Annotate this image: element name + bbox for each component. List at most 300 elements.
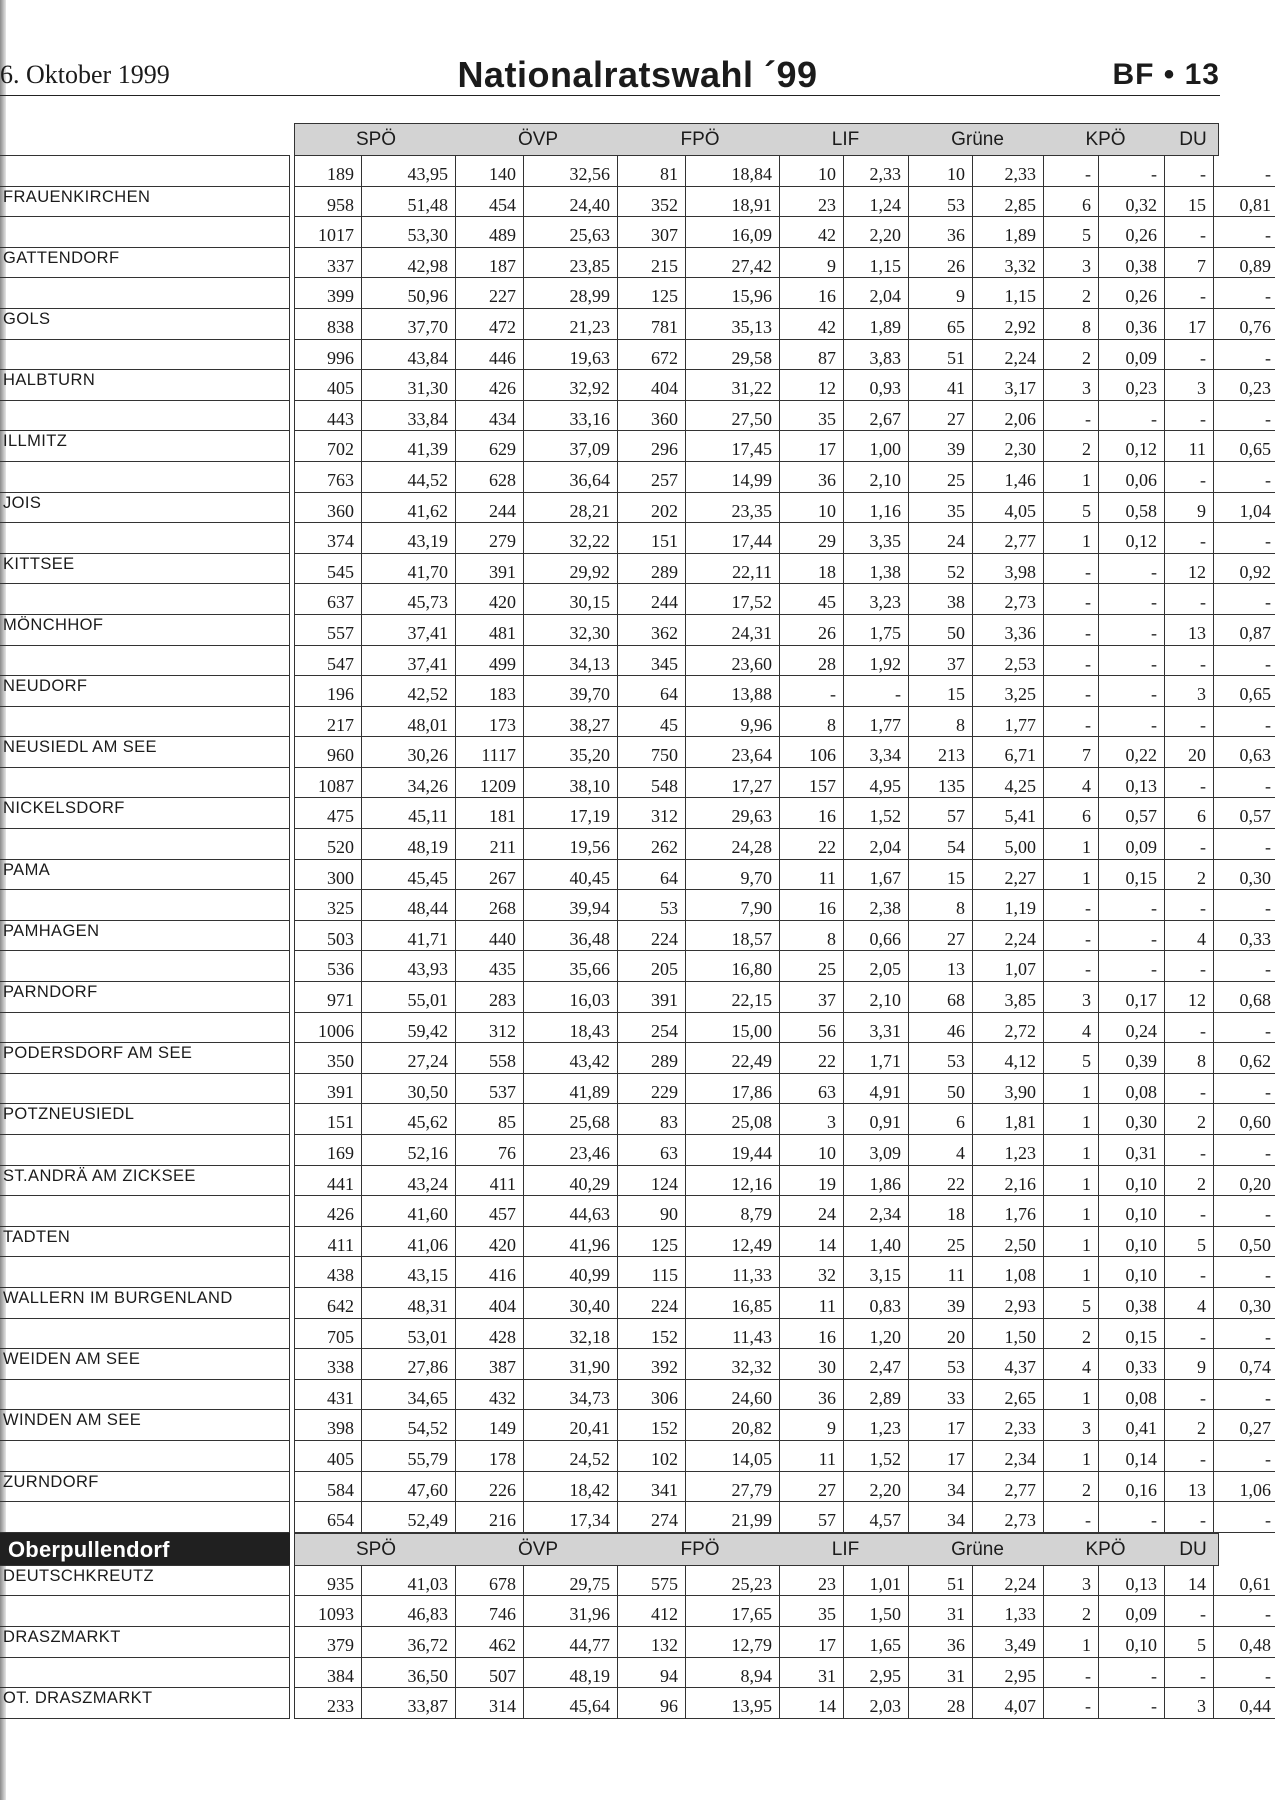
municipality-name	[0, 1135, 290, 1166]
value-cell: 2,93	[973, 1288, 1044, 1319]
value-cell: 4	[909, 1135, 973, 1166]
value-cell: 38	[909, 584, 973, 615]
value-cell: 18,57	[686, 921, 780, 952]
value-cell: 76	[456, 1135, 524, 1166]
value-cell: -	[1165, 1196, 1214, 1227]
value-cell: -	[1044, 401, 1099, 432]
municipality-name	[0, 1074, 290, 1105]
value-cell: 57	[909, 798, 973, 829]
value-cell: 25,23	[686, 1566, 780, 1597]
header-name-cell	[0, 123, 290, 156]
value-cell: 2,27	[973, 860, 1044, 891]
value-cell: -	[1214, 768, 1275, 799]
row-values	[294, 707, 1271, 738]
value-cell: 5	[1165, 1227, 1214, 1258]
value-cell: 35	[780, 1596, 844, 1627]
value-cell: 0,09	[1099, 1596, 1165, 1627]
municipality-name: HALBTURN	[0, 370, 290, 401]
value-cell: -	[1044, 1688, 1099, 1719]
value-cell: 3,49	[973, 1627, 1044, 1658]
value-cell: 3	[1044, 1410, 1099, 1441]
value-cell: 0,06	[1099, 462, 1165, 493]
municipality-name	[0, 1502, 290, 1533]
value-cell: -	[1165, 1257, 1214, 1288]
value-cell: 54	[909, 829, 973, 860]
value-cell: 42,52	[362, 676, 456, 707]
value-cell: 3	[1044, 982, 1099, 1013]
municipality-name: TADTEN	[0, 1227, 290, 1258]
value-cell: -	[1165, 462, 1214, 493]
value-cell: 3,31	[844, 1013, 909, 1044]
value-cell: 3,85	[973, 982, 1044, 1013]
value-cell: 85	[456, 1104, 524, 1135]
party-label: LIF	[831, 1538, 860, 1560]
row-values	[294, 554, 1271, 585]
value-cell: 52	[909, 554, 973, 585]
value-cell: 1,08	[973, 1257, 1044, 1288]
value-cell: 289	[618, 1043, 686, 1074]
value-cell: 1,19	[973, 890, 1044, 921]
municipality-name: PODERSDORF AM SEE	[0, 1043, 290, 1074]
value-cell: 21,99	[686, 1502, 780, 1533]
value-cell: 2	[1044, 1472, 1099, 1503]
value-cell: 2,20	[844, 1472, 909, 1503]
value-cell: 16,80	[686, 951, 780, 982]
value-cell: 15	[1165, 187, 1214, 218]
value-cell: 23,46	[524, 1135, 618, 1166]
value-cell: 503	[294, 921, 362, 952]
value-cell: 3,83	[844, 340, 909, 371]
value-cell: 10	[780, 156, 844, 187]
value-cell: 575	[618, 1566, 686, 1597]
value-cell: 475	[294, 798, 362, 829]
party-label: Grüne	[951, 129, 1004, 150]
value-cell: 0,10	[1099, 1196, 1165, 1227]
value-cell: 1,00	[844, 431, 909, 462]
value-cell: 1	[1044, 1074, 1099, 1105]
value-cell: 27,86	[362, 1349, 456, 1380]
value-cell: -	[1165, 217, 1214, 248]
value-cell: 1,52	[844, 1441, 909, 1472]
value-cell: 3	[1165, 676, 1214, 707]
value-cell: 37	[780, 982, 844, 1013]
value-cell: 18	[909, 1196, 973, 1227]
value-cell: -	[1044, 890, 1099, 921]
row-values	[294, 1441, 1271, 1472]
value-cell: 21,23	[524, 309, 618, 340]
value-cell: 23,85	[524, 248, 618, 279]
value-cell: 0,61	[1214, 1566, 1275, 1597]
value-cell: 25,63	[524, 217, 618, 248]
value-cell: 24	[909, 523, 973, 554]
value-cell: 1,71	[844, 1043, 909, 1074]
value-cell: 1,04	[1214, 493, 1275, 524]
value-cell: 31,30	[362, 370, 456, 401]
value-cell: 20,41	[524, 1410, 618, 1441]
value-cell: 379	[294, 1627, 362, 1658]
value-cell: 31,22	[686, 370, 780, 401]
value-cell: 0,09	[1099, 829, 1165, 860]
value-cell: -	[1214, 1257, 1275, 1288]
value-cell: 440	[456, 921, 524, 952]
value-cell: 24,52	[524, 1441, 618, 1472]
row-values	[294, 493, 1271, 524]
value-cell: 384	[294, 1658, 362, 1689]
value-cell: 35,66	[524, 951, 618, 982]
value-cell: 36,64	[524, 462, 618, 493]
value-cell: 17,45	[686, 431, 780, 462]
header-rule	[0, 95, 1220, 96]
value-cell: 629	[456, 431, 524, 462]
value-cell: -	[1165, 1013, 1214, 1044]
value-cell: 1,65	[844, 1627, 909, 1658]
value-cell: 43,24	[362, 1166, 456, 1197]
value-cell: 45,45	[362, 860, 456, 891]
row-values	[294, 1596, 1271, 1627]
value-cell: 678	[456, 1566, 524, 1597]
value-cell: 149	[456, 1410, 524, 1441]
party-label: KPÖ	[1085, 129, 1126, 150]
value-cell: 0,44	[1214, 1688, 1275, 1719]
value-cell: 0,81	[1214, 187, 1275, 218]
row-values	[294, 1502, 1271, 1533]
value-cell: 392	[618, 1349, 686, 1380]
value-cell: 404	[618, 370, 686, 401]
value-cell: 33,16	[524, 401, 618, 432]
value-cell: 0,76	[1214, 309, 1275, 340]
value-cell: 53	[909, 1349, 973, 1380]
value-cell: 1,92	[844, 646, 909, 677]
value-cell: 11	[780, 1288, 844, 1319]
value-cell: 0,15	[1099, 1319, 1165, 1350]
value-cell: 0,31	[1099, 1135, 1165, 1166]
row-values	[294, 340, 1271, 371]
value-cell: 2	[1044, 340, 1099, 371]
value-cell: -	[1214, 584, 1275, 615]
value-cell: 1	[1044, 1166, 1099, 1197]
value-cell: 4,05	[973, 493, 1044, 524]
value-cell: 746	[456, 1596, 524, 1627]
value-cell: 37,41	[362, 615, 456, 646]
value-cell: 7,90	[686, 890, 780, 921]
value-cell: 18,84	[686, 156, 780, 187]
value-cell: 2	[1044, 1596, 1099, 1627]
value-cell: 5	[1044, 493, 1099, 524]
value-cell: 398	[294, 1410, 362, 1441]
value-cell: 672	[618, 340, 686, 371]
value-cell: 25	[909, 1227, 973, 1258]
value-cell: 32,22	[524, 523, 618, 554]
value-cell: 1,77	[973, 707, 1044, 738]
value-cell: 39	[909, 431, 973, 462]
value-cell: 32,18	[524, 1319, 618, 1350]
value-cell: 17	[1165, 309, 1214, 340]
municipality-name	[0, 523, 290, 554]
value-cell: -	[1099, 401, 1165, 432]
value-cell: 274	[618, 1502, 686, 1533]
value-cell: 25	[909, 462, 973, 493]
value-cell: 18	[780, 554, 844, 585]
value-cell: 4	[1044, 1349, 1099, 1380]
municipality-name	[0, 401, 290, 432]
municipality-name	[0, 951, 290, 982]
row-values	[294, 829, 1271, 860]
value-cell: 1,38	[844, 554, 909, 585]
value-cell: 4,07	[973, 1688, 1044, 1719]
value-cell: 57	[780, 1502, 844, 1533]
value-cell: -	[1099, 584, 1165, 615]
value-cell: 31	[909, 1596, 973, 1627]
value-cell: 65	[909, 309, 973, 340]
value-cell: 94	[618, 1658, 686, 1689]
value-cell: 19,63	[524, 340, 618, 371]
value-cell: 26	[780, 615, 844, 646]
value-cell: 34,73	[524, 1380, 618, 1411]
value-cell: 0,15	[1099, 860, 1165, 891]
value-cell: 9	[1165, 493, 1214, 524]
value-cell: -	[1214, 1319, 1275, 1350]
value-cell: 17	[909, 1441, 973, 1472]
value-cell: 1	[1044, 1104, 1099, 1135]
value-cell: 27	[780, 1472, 844, 1503]
value-cell: 0,91	[844, 1104, 909, 1135]
value-cell: 705	[294, 1319, 362, 1350]
party-label: FPÖ	[680, 1538, 720, 1560]
value-cell: 36,50	[362, 1658, 456, 1689]
value-cell: 536	[294, 951, 362, 982]
value-cell: 151	[618, 523, 686, 554]
municipality-name	[0, 1013, 290, 1044]
value-cell: 0,13	[1099, 1566, 1165, 1597]
value-cell: 1	[1044, 1380, 1099, 1411]
value-cell: -	[1214, 1380, 1275, 1411]
value-cell: 1,15	[973, 278, 1044, 309]
value-cell: 1	[1044, 462, 1099, 493]
value-cell: 374	[294, 523, 362, 554]
value-cell: -	[1165, 1441, 1214, 1472]
value-cell: 0,87	[1214, 615, 1275, 646]
value-cell: 3	[1044, 248, 1099, 279]
row-values	[294, 187, 1271, 218]
value-cell: 48,19	[524, 1658, 618, 1689]
value-cell: 0,38	[1099, 1288, 1165, 1319]
value-cell: 196	[294, 676, 362, 707]
value-cell: 8	[909, 890, 973, 921]
value-cell: 13,88	[686, 676, 780, 707]
value-cell: 412	[618, 1596, 686, 1627]
party-label: LIF	[831, 129, 860, 150]
value-cell: -	[1099, 1658, 1165, 1689]
value-cell: 6	[909, 1104, 973, 1135]
municipality-name: MÖNCHHOF	[0, 615, 290, 646]
value-cell: 0,23	[1099, 370, 1165, 401]
value-cell: 12,79	[686, 1627, 780, 1658]
value-cell: 217	[294, 707, 362, 738]
municipality-name	[0, 1319, 290, 1350]
value-cell: 935	[294, 1566, 362, 1597]
party-label: SPÖ	[355, 1538, 397, 1560]
value-cell: 19,44	[686, 1135, 780, 1166]
value-cell: 2,34	[973, 1441, 1044, 1472]
value-cell: 1,23	[844, 1410, 909, 1441]
value-cell: 289	[618, 554, 686, 585]
value-cell: 27	[909, 401, 973, 432]
value-cell: 96	[618, 1688, 686, 1719]
value-cell: 0,22	[1099, 737, 1165, 768]
municipality-name: FRAUENKIRCHEN	[0, 187, 290, 218]
value-cell: 547	[294, 646, 362, 677]
value-cell: 443	[294, 401, 362, 432]
municipality-name	[0, 462, 290, 493]
value-cell: -	[1165, 156, 1214, 187]
value-cell: 52,49	[362, 1502, 456, 1533]
value-cell: -	[1214, 1596, 1275, 1627]
value-cell: 16	[780, 1319, 844, 1350]
value-cell: 426	[456, 370, 524, 401]
row-values	[294, 646, 1271, 677]
value-cell: 24,40	[524, 187, 618, 218]
value-cell: 16,09	[686, 217, 780, 248]
municipality-name	[0, 1196, 290, 1227]
value-cell: -	[1099, 615, 1165, 646]
value-cell: 44,77	[524, 1627, 618, 1658]
value-cell: 428	[456, 1319, 524, 1350]
value-cell: 838	[294, 309, 362, 340]
value-cell: 0,50	[1214, 1227, 1275, 1258]
value-cell: 2,95	[844, 1658, 909, 1689]
value-cell: 215	[618, 248, 686, 279]
value-cell: 3,25	[973, 676, 1044, 707]
value-cell: -	[1214, 646, 1275, 677]
value-cell: 432	[456, 1380, 524, 1411]
value-cell: -	[1214, 217, 1275, 248]
value-cell: 0,38	[1099, 248, 1165, 279]
value-cell: 124	[618, 1166, 686, 1197]
value-cell: 226	[456, 1472, 524, 1503]
value-cell: 0,30	[1214, 1288, 1275, 1319]
value-cell: 32,30	[524, 615, 618, 646]
value-cell: 391	[456, 554, 524, 585]
value-cell: 2,73	[973, 584, 1044, 615]
value-cell: 28	[780, 646, 844, 677]
value-cell: 45	[780, 584, 844, 615]
value-cell: 4,95	[844, 768, 909, 799]
value-cell: -	[1165, 646, 1214, 677]
value-cell: -	[1044, 951, 1099, 982]
party-label: ÖVP	[517, 1538, 559, 1560]
value-cell: 39,94	[524, 890, 618, 921]
municipality-name: ILLMITZ	[0, 431, 290, 462]
value-cell: 5	[1044, 217, 1099, 248]
value-cell: 2,06	[973, 401, 1044, 432]
party-header-bar	[294, 123, 1219, 156]
value-cell: 17,34	[524, 1502, 618, 1533]
value-cell: -	[1099, 676, 1165, 707]
value-cell: 140	[456, 156, 524, 187]
value-cell: 0,23	[1214, 370, 1275, 401]
row-values	[294, 860, 1271, 891]
value-cell: 499	[456, 646, 524, 677]
value-cell: 27,50	[686, 401, 780, 432]
value-cell: 2,24	[973, 340, 1044, 371]
value-cell: 8	[1165, 1043, 1214, 1074]
party-label: FPÖ	[680, 129, 720, 150]
value-cell: 31,90	[524, 1349, 618, 1380]
value-cell: 213	[909, 737, 973, 768]
row-values	[294, 1166, 1271, 1197]
row-values	[294, 523, 1271, 554]
value-cell: 1	[1044, 1196, 1099, 1227]
value-cell: 0,92	[1214, 554, 1275, 585]
value-cell: 106	[780, 737, 844, 768]
value-cell: 307	[618, 217, 686, 248]
value-cell: 31,96	[524, 1596, 618, 1627]
value-cell: 36	[909, 217, 973, 248]
value-cell: 55,79	[362, 1441, 456, 1472]
value-cell: 115	[618, 1257, 686, 1288]
value-cell: 4	[1044, 1013, 1099, 1044]
value-cell: 431	[294, 1380, 362, 1411]
value-cell: 2,38	[844, 890, 909, 921]
value-cell: 45,64	[524, 1688, 618, 1719]
value-cell: 1087	[294, 768, 362, 799]
value-cell: 87	[780, 340, 844, 371]
row-values	[294, 1196, 1271, 1227]
value-cell: 0,12	[1099, 431, 1165, 462]
value-cell: -	[1165, 523, 1214, 554]
municipality-name: WALLERN IM BURGENLAND	[0, 1288, 290, 1319]
value-cell: 0,10	[1099, 1166, 1165, 1197]
value-cell: 51	[909, 1566, 973, 1597]
value-cell: 2,33	[973, 156, 1044, 187]
value-cell: 11	[780, 860, 844, 891]
municipality-name	[0, 1257, 290, 1288]
value-cell: 2	[1044, 278, 1099, 309]
value-cell: 18,91	[686, 187, 780, 218]
value-cell: 1006	[294, 1013, 362, 1044]
party-label: DU	[1179, 129, 1207, 150]
value-cell: 41	[909, 370, 973, 401]
row-values	[294, 278, 1271, 309]
value-cell: 44,63	[524, 1196, 618, 1227]
row-values	[294, 248, 1271, 279]
value-cell: 50,96	[362, 278, 456, 309]
value-cell: 19,56	[524, 829, 618, 860]
value-cell: 83	[618, 1104, 686, 1135]
value-cell: 3	[780, 1104, 844, 1135]
value-cell: -	[1044, 584, 1099, 615]
row-values	[294, 1658, 1271, 1689]
value-cell: 2,04	[844, 829, 909, 860]
page-header	[0, 0, 1275, 100]
value-cell: -	[1044, 707, 1099, 738]
value-cell: 0,60	[1214, 1104, 1275, 1135]
value-cell: 224	[618, 921, 686, 952]
value-cell: 9,96	[686, 707, 780, 738]
party-label: SPÖ	[355, 129, 397, 150]
value-cell: 405	[294, 370, 362, 401]
value-cell: 43,19	[362, 523, 456, 554]
value-cell: 30	[780, 1349, 844, 1380]
value-cell: 40,29	[524, 1166, 618, 1197]
value-cell: 5	[1044, 1043, 1099, 1074]
value-cell: 0,66	[844, 921, 909, 952]
value-cell: 53	[909, 1043, 973, 1074]
value-cell: -	[1044, 554, 1099, 585]
value-cell: 32,56	[524, 156, 618, 187]
value-cell: 48,01	[362, 707, 456, 738]
value-cell: 1	[1044, 1227, 1099, 1258]
